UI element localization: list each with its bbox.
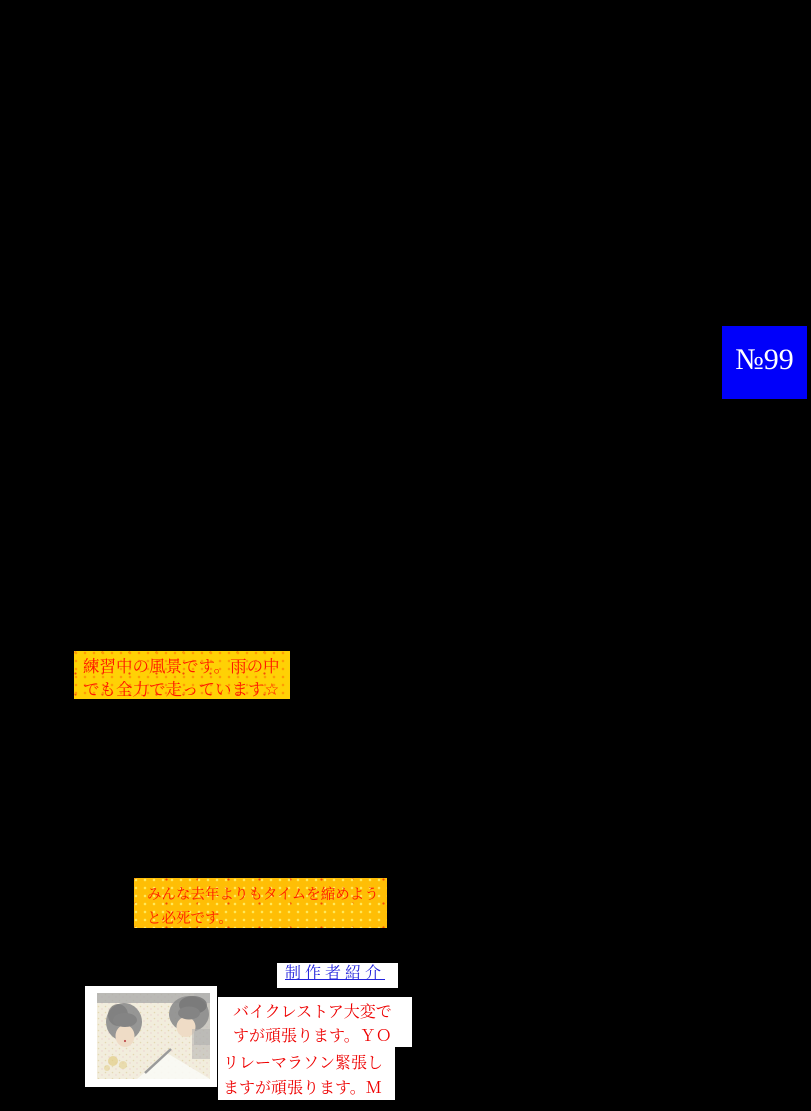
- maker-intro-clip: [285, 965, 397, 985]
- comment-line-4: ますが頑張ります。Ｍ: [223, 1080, 382, 1097]
- caption-practice-line-2: でも全力で走っています☆: [83, 681, 280, 699]
- maker-intro-title: 制作者紹介: [285, 965, 386, 982]
- photo-frame: [85, 986, 217, 1087]
- caption-time-line-2: と必死です。: [147, 911, 233, 927]
- comment-line-1: バイクレストア大変で: [233, 1004, 392, 1021]
- comment-box-top: [218, 997, 412, 1047]
- caption-time-box: [134, 878, 387, 928]
- comment-line-2: すが頑張ります。ＹＯ: [233, 1028, 392, 1045]
- maker-intro-title-box: [277, 963, 398, 988]
- comment-line-3: リレーマラソン緊張し: [223, 1055, 384, 1072]
- comment-box-bottom: [218, 1047, 395, 1100]
- caption-practice-box: [74, 651, 290, 699]
- caption-time-line-1: みんな去年よりもタイムを縮めよう: [147, 887, 379, 903]
- two-members-photo: [97, 993, 210, 1079]
- caption-practice-line-1: 練習中の風景です。雨の中: [83, 658, 280, 676]
- issue-number-badge: №99: [722, 326, 807, 399]
